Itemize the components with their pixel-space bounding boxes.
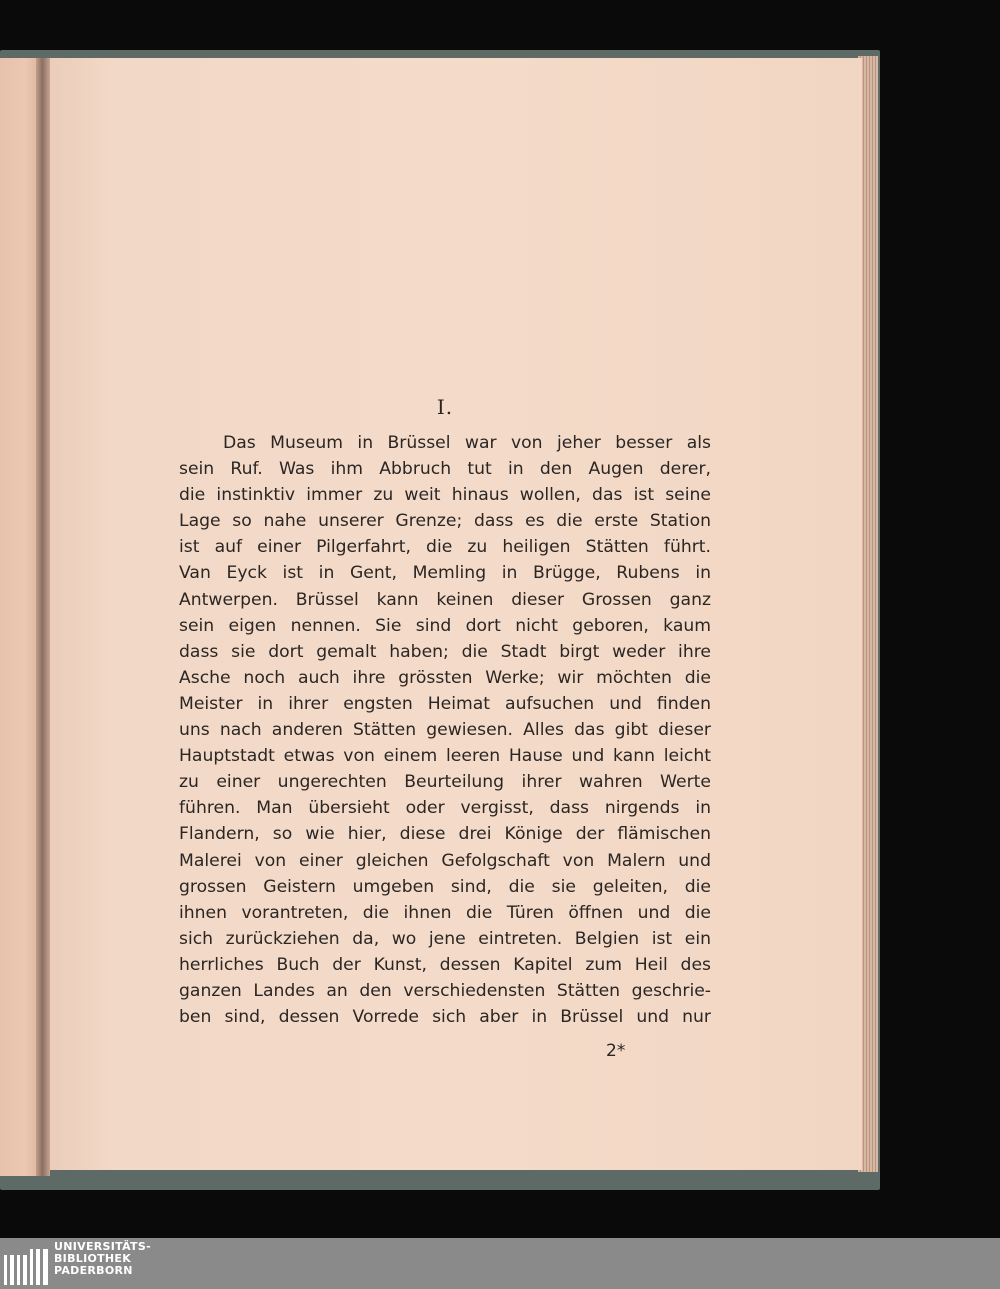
text-line: sich zurückziehen da, wo jene eintreten. Belgien ist ein [179,928,711,949]
text-line: Van Eyck ist in Gent, Memling in Brügge, Rubens in [179,563,711,584]
logo-line: UNIVERSITÄTS- [54,1240,151,1253]
text-line: Antwerpen. Brüssel kann keinen dieser Grossen ganz [179,589,711,610]
text-line: herrliches Buch der Kunst, dessen Kapitel zum Heil des [179,954,711,975]
text-line: Lage so nahe unserer Grenze; dass es die erste Station [179,511,711,532]
text-line: grossen Geistern umgeben sind, die sie geleiten, die [179,876,711,897]
text-line: zu einer ungerechten Beurteilung ihrer wahren Werte [179,772,711,793]
body-text [179,430,711,1030]
text-line: uns nach anderen Stätten gewiesen. Alles das gibt dieser [179,720,711,741]
text-line: ganzen Landes an den verschiedensten Stätten geschrie- [179,980,711,1001]
text-line: ihnen vorantreten, die ihnen die Türen öffnen und die [179,902,711,923]
chapter-number: I. [436,395,454,419]
text-line: sein eigen nennen. Sie sind dort nicht geboren, kaum [179,615,711,636]
text-line: dass sie dort gemalt haben; die Stadt birgt weder ihre [179,641,711,662]
library-logo-icon [4,1241,48,1285]
text-line: die instinktiv immer zu weit hinaus wollen, das ist seine [179,485,711,506]
text-line: ist auf einer Pilgerfahrt, die zu heiligen Stätten führt. [179,537,711,558]
logo-line: PADERBORN [54,1264,133,1277]
book-gutter [36,58,50,1176]
text-line: Meister in ihrer engsten Heimat aufsuchen und finden [179,693,711,714]
logo-line: BIBLIOTHEK [54,1252,132,1265]
text-line: Das Museum in Brüssel war von jeher besser als [223,433,711,453]
text-line: Malerei von einer gleichen Gefolgschaft von Malern und [179,850,711,871]
text-line: führen. Man übersieht oder vergisst, dass nirgends in [179,798,711,819]
library-logo-text [54,1241,151,1277]
text-line: sein Ruf. Was ihm Abbruch tut in den Augen derer, [179,459,711,480]
text-line: Flandern, so wie hier, diese drei Könige der flämischen [179,824,711,845]
signature-mark: 2* [606,1041,626,1061]
text-line: ben sind, dessen Vorrede sich aber in Brüssel und nur [179,1007,711,1028]
text-line: Hauptstadt etwas von einem leeren Hause und kann leicht [179,746,711,767]
text-line: Asche noch auch ihre grössten Werke; wir möchten die [179,667,711,688]
